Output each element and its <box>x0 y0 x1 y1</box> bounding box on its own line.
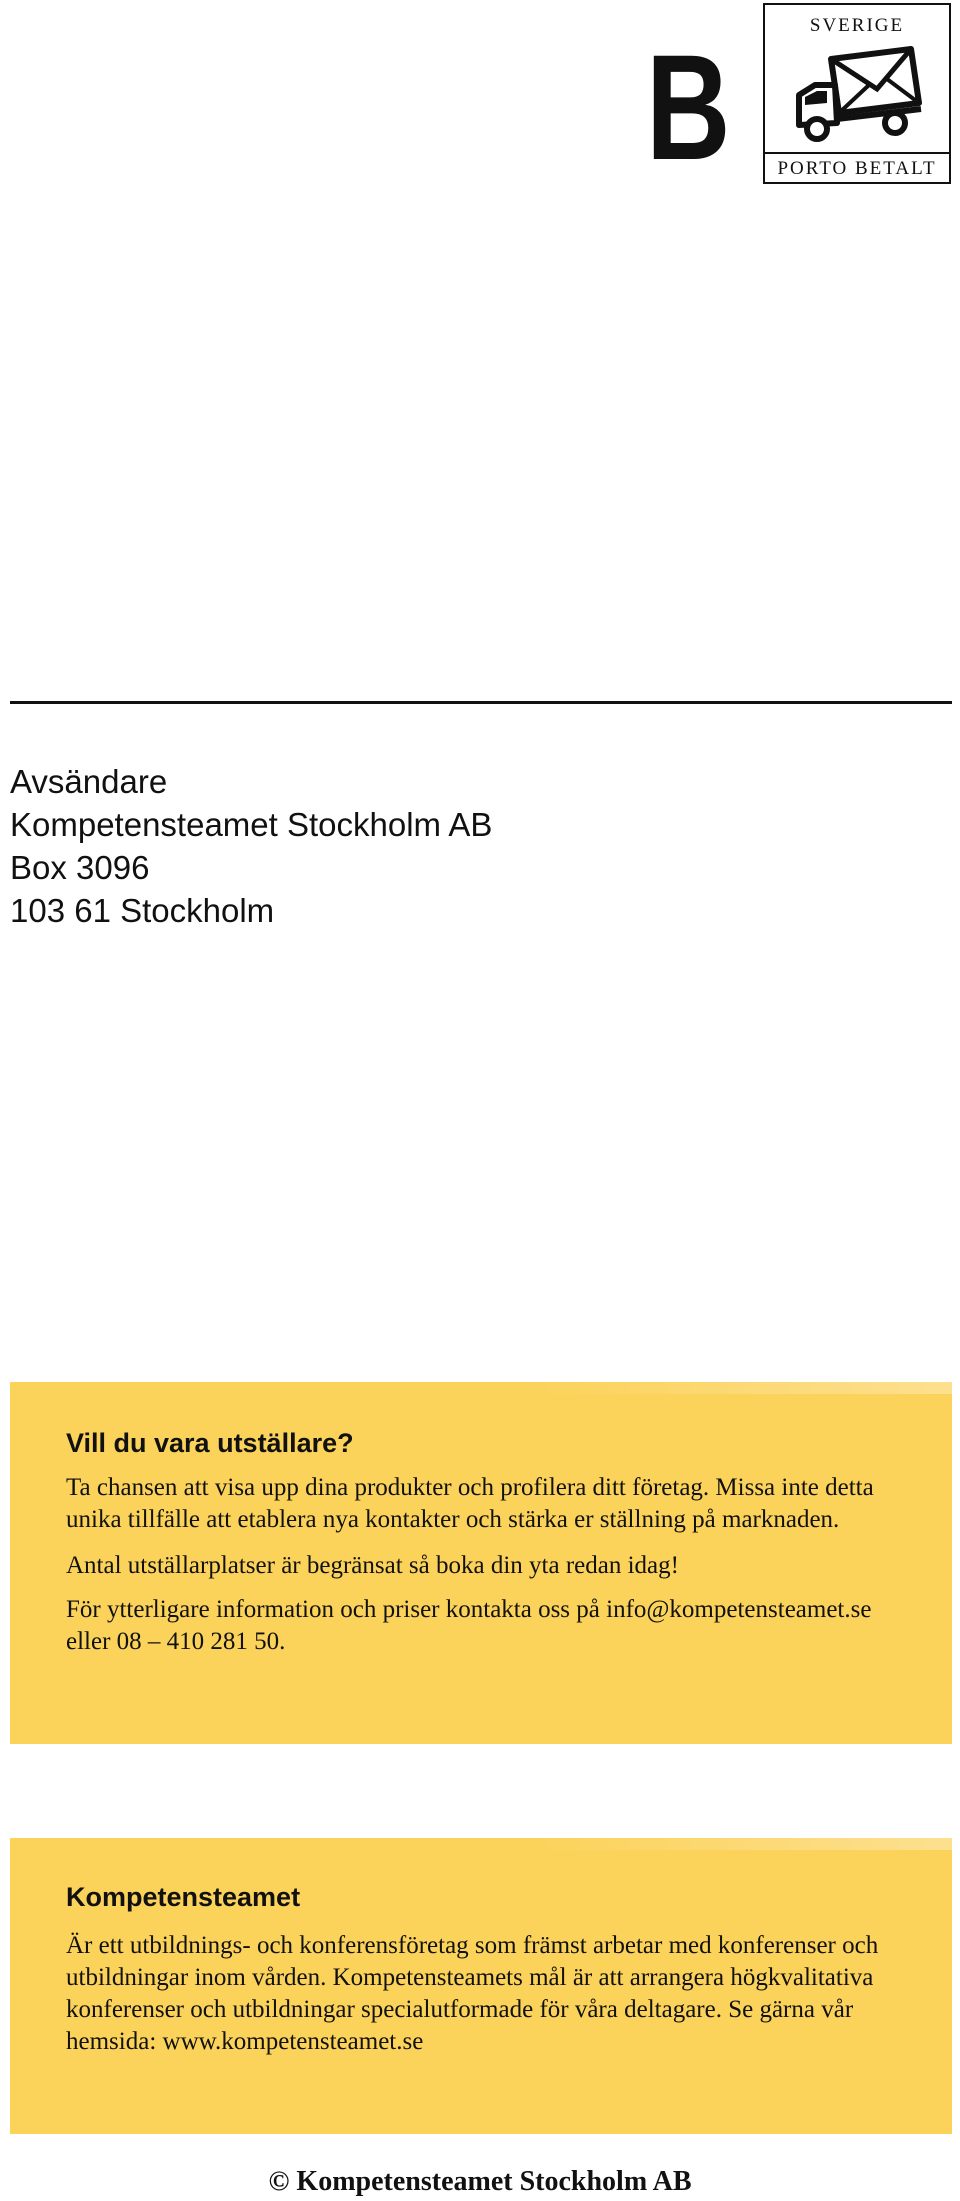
sender-address-block <box>10 760 492 932</box>
exhibitor-paragraph-2: Antal utställarplatser är begränsat så boka din yta redan idag! <box>66 1552 679 1579</box>
truck-envelope-icon <box>791 45 927 145</box>
exhibitor-title: Vill du vara utställare? <box>66 1428 354 1458</box>
divider-line <box>10 701 952 704</box>
stamp-country: SVERIGE <box>809 15 905 36</box>
about-text: Är ett utbildnings- och konferensföretag som främst arbetar med konferenser och utbildningar inom vården. Kompetensteamets mål är att arrangera högkvalitativa konferenser och utbildningar specialutformade för våra deltagare. Se gärna vår hemsida: www.kompetensteamet.se <box>66 1932 879 2055</box>
exhibitor-paragraph-1: Ta chansen att visa upp dina produkter och profilera ditt företag. Missa inte detta unika tillfälle att etablera nya kontakter och stärka er ställning på marknaden. <box>66 1474 874 1533</box>
sender-heading: Avsändare <box>10 763 168 800</box>
sender-company: Kompetensteamet Stockholm AB <box>10 806 493 843</box>
postage-paid-stamp <box>763 3 951 184</box>
postage-class-letter: B <box>646 23 729 191</box>
sender-postal: 103 61 Stockholm <box>10 892 275 929</box>
copyright-footer: © Kompetensteamet Stockholm AB <box>268 2166 692 2197</box>
exhibitor-paragraph-3: För ytterligare information och priser kontakta oss på info@kompetensteamet.se eller 08 – 410 281 50. <box>66 1596 872 1655</box>
sender-box: Box 3096 <box>10 849 150 886</box>
stamp-porto-label: PORTO BETALT <box>765 152 949 180</box>
about-info-box <box>10 1838 952 2134</box>
exhibitor-info-box <box>10 1382 952 1744</box>
about-title: Kompetensteamet <box>66 1882 301 1912</box>
